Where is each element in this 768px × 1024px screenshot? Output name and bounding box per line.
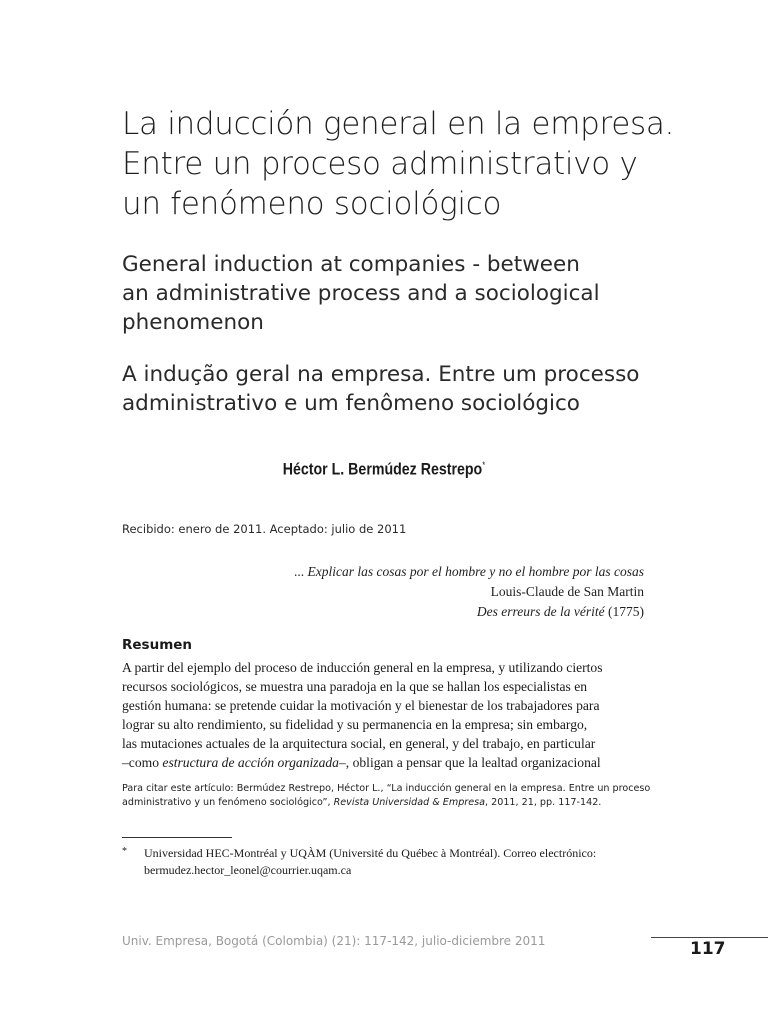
citation-note: [122, 782, 652, 810]
author-name-text: Héctor L. Bermúdez Restrepo: [282, 460, 483, 479]
epigraph-quote-line: [294, 562, 644, 582]
abstract-line: gestión humana: se pretende cuidar la motivación y el bienestar de los trabajadores para: [122, 698, 600, 713]
title-spanish-line: un fenómeno sociológico: [122, 186, 502, 222]
abstract-line: las mutaciones actuales de la arquitectura social, en general, y del trabajo, en particular: [122, 736, 596, 751]
footnote: [122, 845, 662, 879]
abstract-last-post: –, obligan a pensar que la lealtad organizacional: [338, 755, 601, 770]
abstract-line: lograr su alto rendimiento, su fidelidad y su permanencia en la empresa; sin embargo,: [122, 717, 588, 732]
title-portuguese-line: administrativo e um fenômeno sociológico: [122, 391, 580, 416]
citation-journal: Revista Universidad & Empresa: [333, 797, 486, 808]
author-name: [54, 460, 714, 480]
title-portuguese: [122, 360, 682, 418]
abstract-heading: Resumen: [122, 637, 193, 653]
title-spanish-line: La inducción general en la empresa.: [122, 106, 675, 142]
epigraph-work: Des erreurs de la vérité: [476, 604, 605, 619]
abstract-line: recursos sociológicos, se muestra una paradoja en la que se hallan los especialistas en: [122, 679, 588, 694]
title-spanish: [122, 104, 682, 224]
epigraph-quote: Explicar las cosas por el hombre y no el hombre por las cosas: [307, 564, 644, 579]
page-number-rule: [651, 937, 768, 938]
epigraph-year: (1775): [608, 604, 644, 619]
citation-line: Para citar este artículo: Bermúdez Restrepo, Héctor L., “La inducción general en la empresa. Entre un proceso: [122, 783, 651, 794]
citation-post: , 2011, 21, pp. 117-142.: [485, 797, 602, 808]
abstract-last-italic: estructura de acción organizada: [162, 755, 339, 770]
title-portuguese-line: A indução geral na empresa. Entre um processo: [122, 362, 640, 387]
title-english-line: an administrative process and a sociological: [122, 281, 600, 306]
title-english-line: General induction at companies - between: [122, 252, 580, 277]
title-english: [122, 250, 682, 337]
abstract-line: A partir del ejemplo del proceso de inducción general en la empresa, y utilizando ciertos: [122, 660, 603, 675]
footnote-email: bermudez.hector_leonel@courrier.uqam.ca: [144, 863, 352, 877]
footnote-line: Universidad HEC-Montréal y UQÀM (Université du Québec à Montréal). Correo electrónico:: [144, 846, 597, 860]
author-footnote-mark: *: [482, 460, 486, 470]
title-spanish-line: Entre un proceso administrativo y: [122, 146, 638, 182]
abstract-last-pre: –como: [122, 755, 163, 770]
footnote-divider: [122, 837, 232, 838]
page-number: 117: [690, 939, 726, 959]
citation-pre: administrativo y un fenómeno sociológico”,: [122, 797, 334, 808]
abstract-body: [122, 658, 644, 772]
epigraph-ellipsis: ...: [294, 564, 305, 579]
citation-line: [122, 796, 652, 810]
received-date: Recibido: enero de 2011. Aceptado: julio de 2011: [122, 522, 407, 536]
footnote-mark: *: [122, 846, 127, 857]
footnote-body: [144, 845, 662, 879]
epigraph-author: Louis-Claude de San Martin: [490, 584, 644, 599]
title-english-line: phenomenon: [122, 310, 264, 335]
epigraph: [294, 562, 644, 622]
journal-footer: Univ. Empresa, Bogotá (Colombia) (21): 117-142, julio-diciembre 2011: [122, 934, 546, 948]
epigraph-source: [294, 602, 644, 622]
abstract-line: [122, 753, 644, 772]
